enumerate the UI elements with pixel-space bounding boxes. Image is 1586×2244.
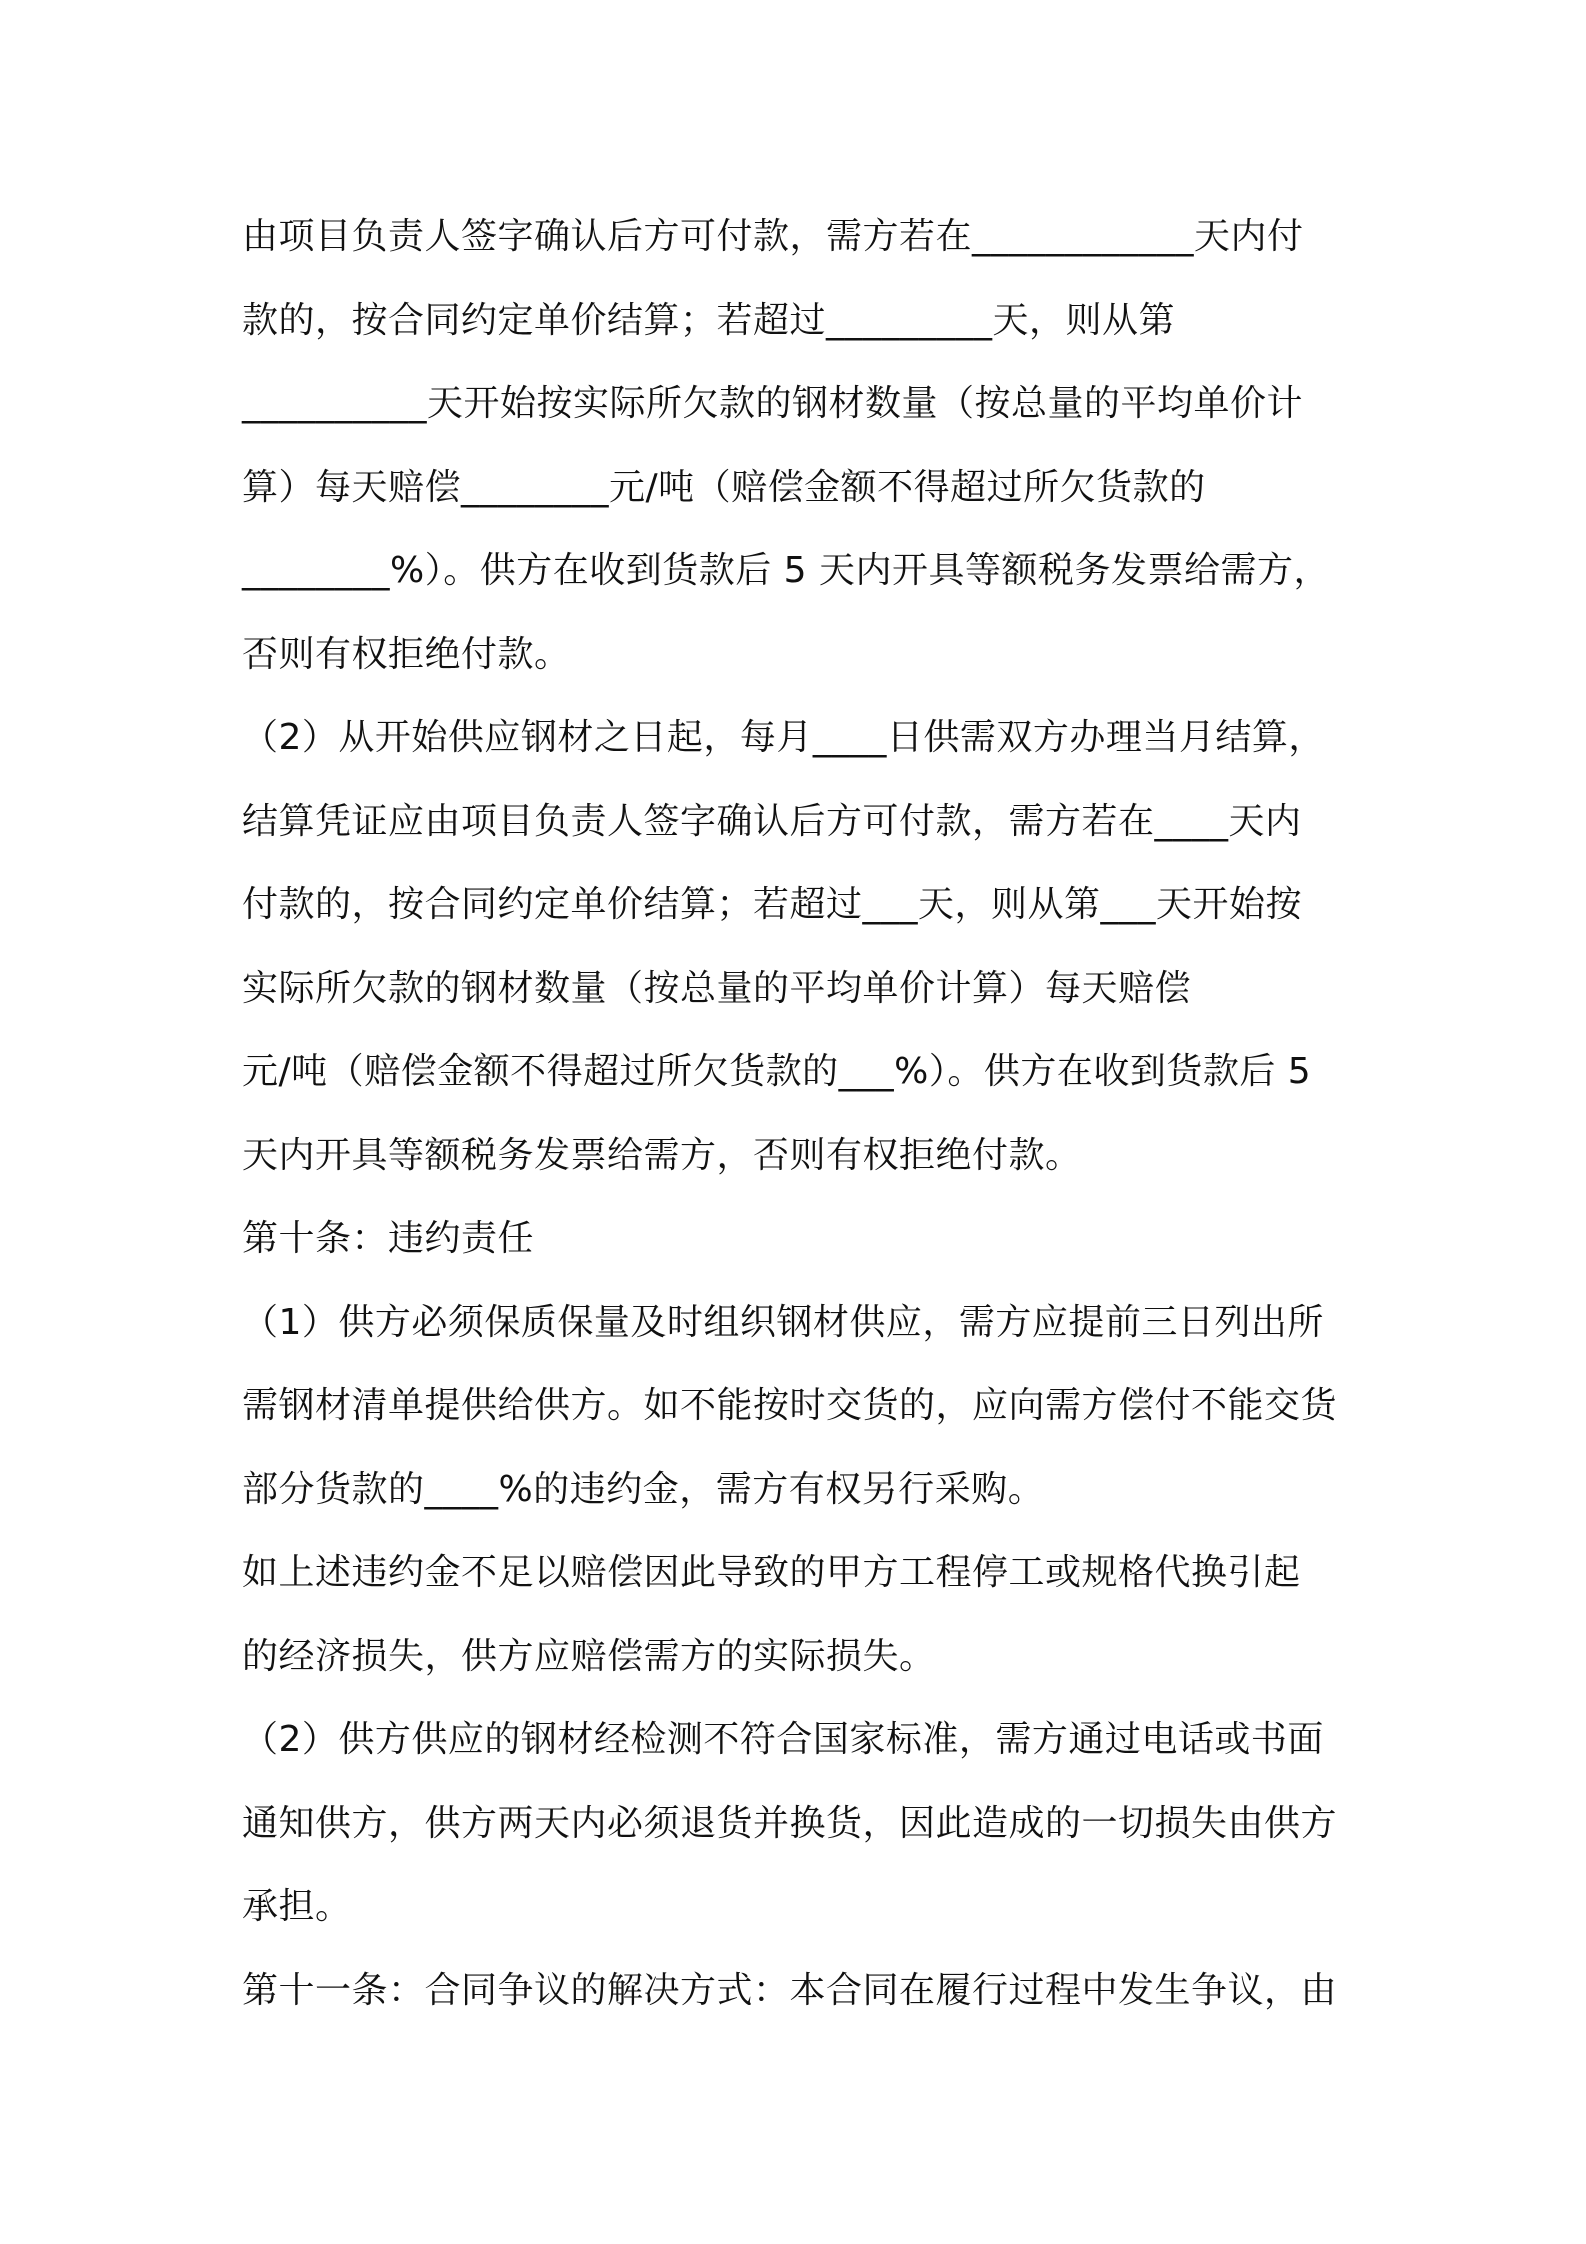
text-line: 通知供方，供方两天内必须退货并换货，因此造成的一切损失由供方 bbox=[242, 1802, 1338, 1844]
document-body bbox=[242, 195, 1362, 2032]
text-line: 实际所欠款的钢材数量（按总量的平均单价计算）每天赔偿 bbox=[242, 967, 1192, 1009]
section-heading: 第十一条：合同争议的解决方式：本合同在履行过程中发生争议，由 bbox=[242, 1969, 1338, 2011]
text-line: （2）供方供应的钢材经检测不符合国家标准，需方通过电话或书面 bbox=[242, 1719, 1324, 1760]
text-line: （1）供方必须保质保量及时组织钢材供应，需方应提前三日列出所 bbox=[242, 1301, 1324, 1343]
text-line: 如上述违约金不足以赔偿因此导致的甲方工程停工或规格代换引起 bbox=[242, 1552, 1301, 1593]
text-line: ________%）。供方在收到货款后 5 天内开具等额税务发票给需方， bbox=[242, 550, 1330, 591]
text-line: __________天开始按实际所欠款的钢材数量（按总量的平均单价计 bbox=[242, 383, 1304, 424]
text-line: 天内开具等额税务发票给需方，否则有权拒绝付款。 bbox=[242, 1134, 1082, 1176]
text-line: 结算凭证应由项目负责人签字确认后方可付款，需方若在____天内 bbox=[242, 800, 1302, 842]
text-line: 需钢材清单提供给供方。如不能按时交货的，应向需方偿付不能交货 bbox=[242, 1385, 1338, 1426]
text-line: 款的，按合同约定单价结算；若超过_________天，则从第 bbox=[242, 299, 1176, 341]
text-line: （2）从开始供应钢材之日起，每月____日供需双方办理当月结算， bbox=[242, 717, 1325, 758]
section-heading: 第十条：违约责任 bbox=[242, 1218, 535, 1259]
text-line: 否则有权拒绝付款。 bbox=[242, 633, 571, 675]
text-line: 由项目负责人签字确认后方可付款，需方若在____________天内付 bbox=[242, 216, 1304, 257]
text-line: 付款的，按合同约定单价结算；若超过___天，则从第___天开始按 bbox=[242, 884, 1303, 925]
text-line: 承担。 bbox=[242, 1886, 352, 1927]
text-line: 部分货款的____%的违约金，需方有权另行采购。 bbox=[242, 1468, 1045, 1510]
text-line: 元/吨（赔偿金额不得超过所欠货款的___%）。供方在收到货款后 5 bbox=[242, 1051, 1312, 1092]
text-line: 的经济损失，供方应赔偿需方的实际损失。 bbox=[242, 1635, 936, 1677]
text-line: 算）每天赔偿________元/吨（赔偿金额不得超过所欠货款的 bbox=[242, 466, 1206, 508]
